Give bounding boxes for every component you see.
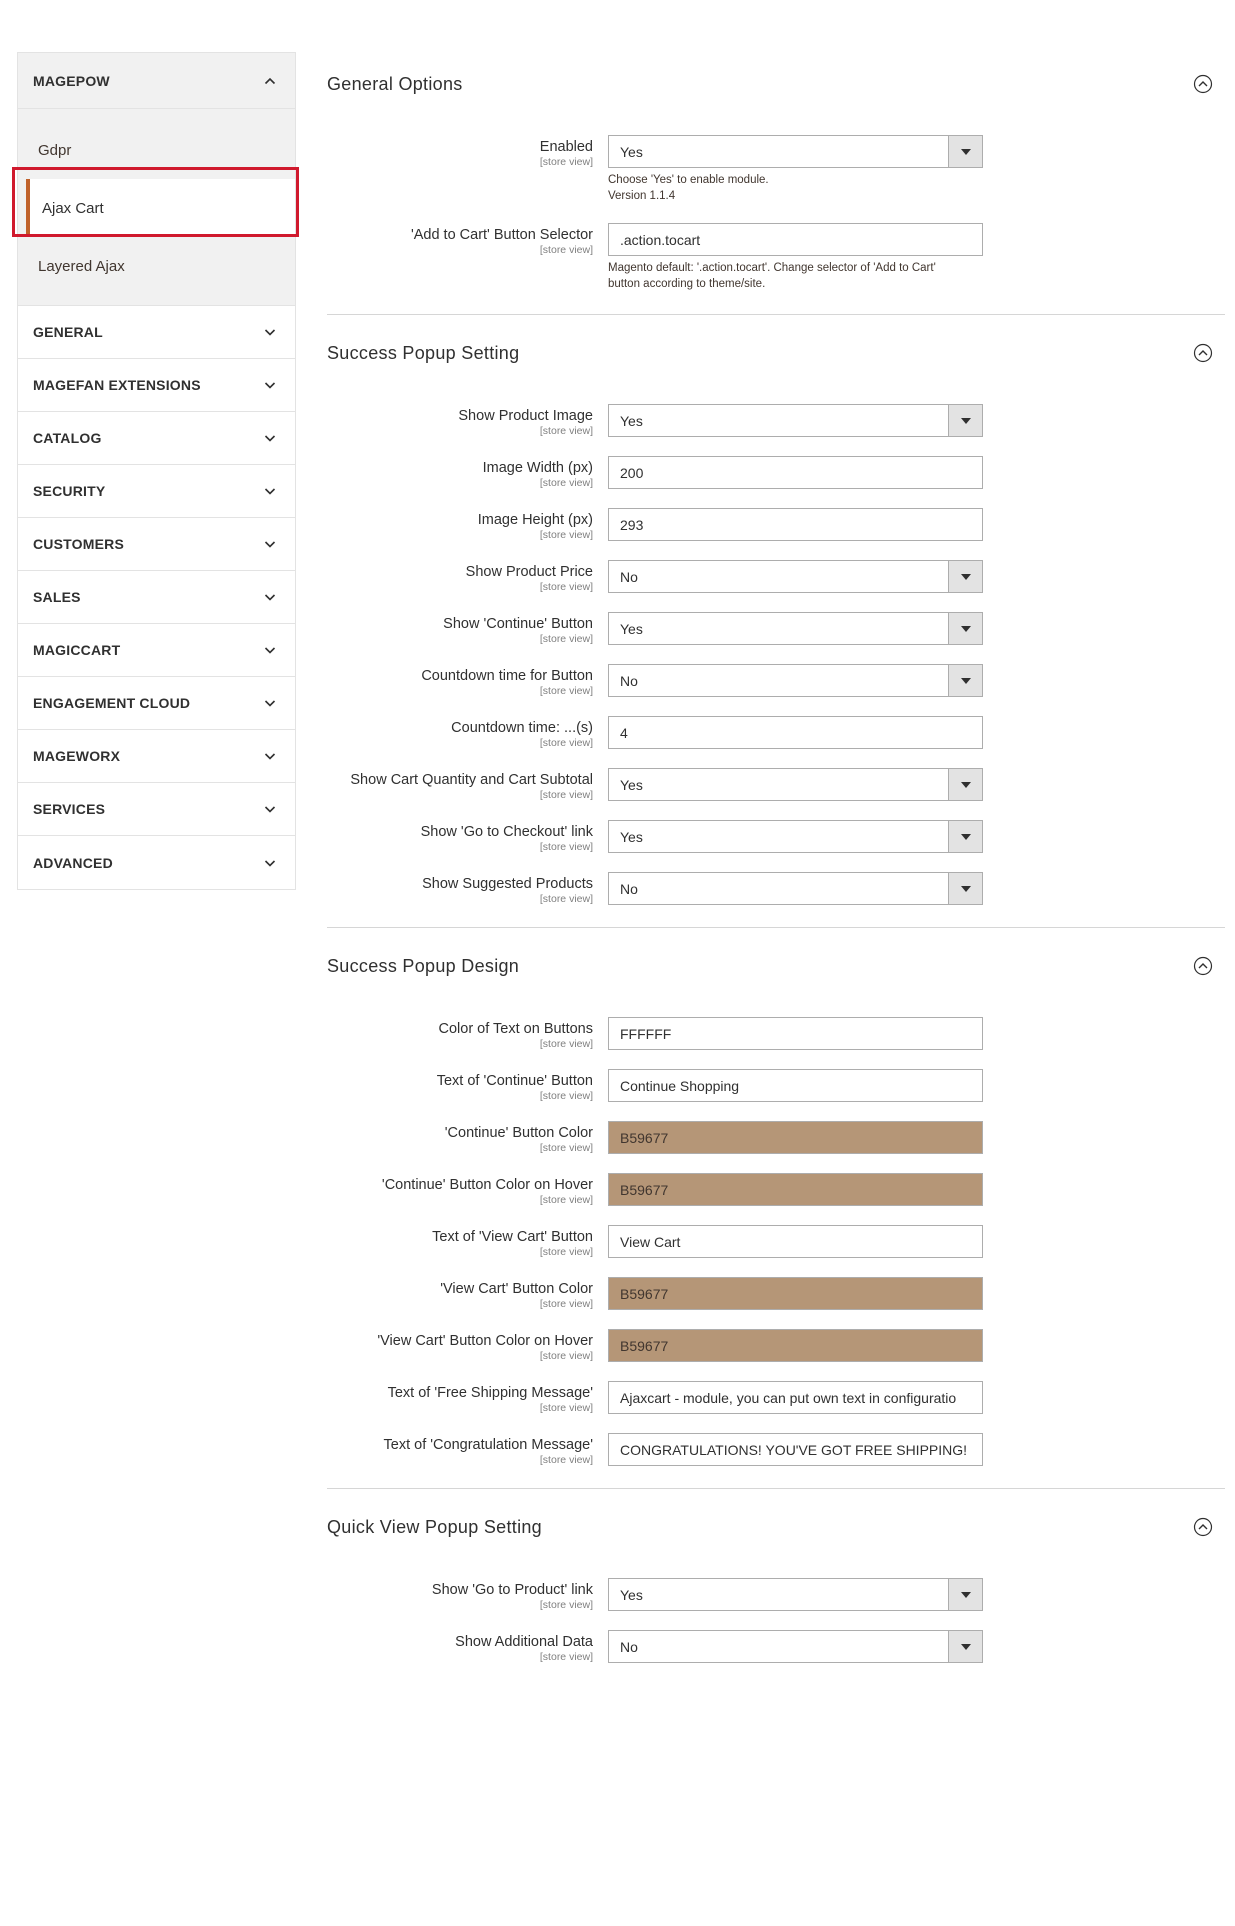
field-control xyxy=(608,716,983,749)
view-cart-hover-color-input[interactable]: B59677 xyxy=(608,1329,983,1362)
sidebar-group-label: SECURITY xyxy=(33,483,106,499)
dropdown-arrow-icon[interactable] xyxy=(948,613,982,644)
field-label-text: Text of 'Free Shipping Message' xyxy=(387,1385,593,1401)
scope-label: [store view] xyxy=(539,1350,593,1362)
continue-hover-color-input[interactable]: B59677 xyxy=(608,1173,983,1206)
section-header[interactable] xyxy=(327,1495,1225,1559)
field-label-text: 'View Cart' Button Color on Hover xyxy=(377,1333,593,1349)
sidebar-group-label: MAGEFAN EXTENSIONS xyxy=(33,377,201,393)
show-product-image-select[interactable] xyxy=(608,404,983,437)
dropdown-arrow-icon[interactable] xyxy=(948,873,982,904)
field-label xyxy=(327,1433,608,1466)
field-label-text: Image Width (px) xyxy=(482,460,593,476)
select-value: Yes xyxy=(620,1586,643,1603)
scope-label: [store view] xyxy=(539,581,593,593)
chevron-down-icon xyxy=(264,750,276,762)
field-label xyxy=(327,560,608,593)
field-label-text: Text of 'Continue' Button xyxy=(436,1073,593,1089)
select-value: No xyxy=(620,1638,638,1655)
chevron-down-icon xyxy=(264,857,276,869)
field-row-continue-color xyxy=(327,1121,1225,1154)
scope-label: [store view] xyxy=(539,1298,593,1310)
field-row-view-cart-text xyxy=(327,1225,1225,1258)
field-label xyxy=(327,223,608,256)
field-note xyxy=(608,260,983,292)
scope-label: [store view] xyxy=(539,737,593,749)
field-control xyxy=(608,223,983,292)
scope-label: [store view] xyxy=(539,1142,593,1154)
field-label-text: Text of 'View Cart' Button xyxy=(432,1229,593,1245)
chevron-down-icon xyxy=(264,697,276,709)
field-label-text: Countdown time: ...(s) xyxy=(451,720,593,736)
field-row-image-width xyxy=(327,456,1225,489)
field-label-text: Show Cart Quantity and Cart Subtotal xyxy=(350,772,593,788)
sidebar-group-magiccart[interactable] xyxy=(18,624,295,677)
field-control xyxy=(608,135,983,204)
field-label xyxy=(327,1017,608,1050)
field-control xyxy=(608,1433,983,1466)
scope-label: [store view] xyxy=(539,529,593,541)
sidebar-group-label: MAGICCART xyxy=(33,642,121,658)
config-sidebar xyxy=(17,52,296,890)
sidebar-item-layered-ajax[interactable] xyxy=(18,237,295,295)
section-success-popup-setting xyxy=(327,315,1225,928)
field-control xyxy=(608,1017,983,1050)
field-label-text: Show Additional Data xyxy=(455,1634,593,1650)
dropdown-arrow-icon[interactable] xyxy=(948,405,982,436)
chevron-down-icon xyxy=(264,379,276,391)
field-row-show-continue-button xyxy=(327,612,1225,645)
field-control xyxy=(608,664,983,697)
section-header[interactable] xyxy=(327,321,1225,385)
scope-label: [store view] xyxy=(539,425,593,437)
collapse-up-icon[interactable] xyxy=(1193,74,1213,94)
scope-label: [store view] xyxy=(539,1194,593,1206)
field-control xyxy=(608,404,983,437)
sidebar-item-label: Ajax Cart xyxy=(42,199,104,217)
field-control xyxy=(608,768,983,801)
image-height-input[interactable]: 293 xyxy=(608,508,983,541)
field-control xyxy=(608,1329,983,1362)
magepow-sub-list xyxy=(18,109,295,306)
field-label-text: 'Continue' Button Color xyxy=(444,1125,593,1141)
field-row-show-product-image xyxy=(327,404,1225,437)
chevron-down-icon xyxy=(264,538,276,550)
field-label xyxy=(327,456,608,489)
sidebar-group-security[interactable] xyxy=(18,465,295,518)
sidebar-group-label: SERVICES xyxy=(33,801,106,817)
select-value: Yes xyxy=(620,828,643,845)
select-value: No xyxy=(620,672,638,689)
show-checkout-link-select[interactable] xyxy=(608,820,983,853)
config-main xyxy=(327,52,1225,1685)
select-value: Yes xyxy=(620,412,643,429)
field-label-text: Show Product Price xyxy=(465,564,593,580)
field-label xyxy=(327,768,608,801)
sidebar-group-customers[interactable] xyxy=(18,518,295,571)
scope-label: [store view] xyxy=(539,156,593,168)
field-row-congratulation-message xyxy=(327,1433,1225,1466)
field-note xyxy=(608,172,983,204)
field-label-text: Show 'Go to Product' link xyxy=(431,1582,593,1598)
field-label-text: Countdown time for Button xyxy=(421,668,593,684)
field-label xyxy=(327,664,608,697)
field-label xyxy=(327,135,608,168)
collapse-up-icon[interactable] xyxy=(1193,343,1213,363)
field-note-line: Magento default: '.action.tocart'. Change selector of 'Add to Cart' xyxy=(608,262,936,274)
sidebar-group-engagement-cloud[interactable] xyxy=(18,677,295,730)
section-title: Success Popup Design xyxy=(327,955,520,976)
additional-data-select[interactable] xyxy=(608,1630,983,1663)
field-control xyxy=(608,1173,983,1206)
chevron-down-icon xyxy=(264,591,276,603)
field-label xyxy=(327,1121,608,1154)
field-row-enabled xyxy=(327,135,1225,204)
field-label xyxy=(327,612,608,645)
congratulation-message-input[interactable]: CONGRATULATIONS! YOU'VE GOT FREE SHIPPING! xyxy=(608,1433,983,1466)
scope-label: [store view] xyxy=(539,633,593,645)
field-control xyxy=(608,560,983,593)
field-control xyxy=(608,872,983,905)
field-label xyxy=(327,508,608,541)
sidebar-group-magefan-extensions[interactable] xyxy=(18,359,295,412)
go-to-product-select[interactable] xyxy=(608,1578,983,1611)
chevron-down-icon xyxy=(264,485,276,497)
section-header[interactable] xyxy=(327,934,1225,998)
sidebar-group-sales[interactable] xyxy=(18,571,295,624)
field-label xyxy=(327,1225,608,1258)
scope-label: [store view] xyxy=(539,685,593,697)
field-label-text: Show 'Continue' Button xyxy=(443,616,593,632)
chevron-down-icon xyxy=(264,432,276,444)
continue-color-input[interactable]: B59677 xyxy=(608,1121,983,1154)
sidebar-item-ajax-cart[interactable] xyxy=(26,179,295,237)
text-color-input[interactable]: FFFFFF xyxy=(608,1017,983,1050)
field-label-text: 'Continue' Button Color on Hover xyxy=(381,1177,593,1193)
sidebar-group-label: SALES xyxy=(33,589,81,605)
field-control xyxy=(608,1121,983,1154)
field-row-view-cart-color xyxy=(327,1277,1225,1310)
field-label xyxy=(327,1630,608,1663)
scope-label: [store view] xyxy=(539,1599,593,1611)
field-label xyxy=(327,1069,608,1102)
scope-label: [store view] xyxy=(539,1454,593,1466)
field-label xyxy=(327,404,608,437)
field-row-show-product-price xyxy=(327,560,1225,593)
chevron-down-icon xyxy=(264,644,276,656)
scope-label: [store view] xyxy=(539,477,593,489)
collapse-up-icon[interactable] xyxy=(1193,956,1213,976)
field-row-show-checkout-link xyxy=(327,820,1225,853)
dropdown-arrow-icon[interactable] xyxy=(948,665,982,696)
field-label xyxy=(327,1277,608,1310)
sidebar-group-label: ENGAGEMENT CLOUD xyxy=(33,695,191,711)
dropdown-arrow-icon[interactable] xyxy=(948,1579,982,1610)
sidebar-group-label: MAGEPOW xyxy=(33,72,110,89)
field-row-image-height xyxy=(327,508,1225,541)
field-control xyxy=(608,1630,983,1663)
scope-label: [store view] xyxy=(539,244,593,256)
sidebar-item-label: Layered Ajax xyxy=(38,257,125,275)
dropdown-arrow-icon[interactable] xyxy=(948,561,982,592)
select-value: Yes xyxy=(620,776,643,793)
field-label-text: Show Suggested Products xyxy=(422,876,593,892)
scope-label: [store view] xyxy=(539,1651,593,1663)
field-control xyxy=(608,1225,983,1258)
field-label xyxy=(327,1173,608,1206)
sidebar-item-gdpr[interactable] xyxy=(18,121,295,179)
sidebar-group-label: ADVANCED xyxy=(33,854,113,871)
sidebar-group-services[interactable] xyxy=(18,783,295,836)
section-general-options xyxy=(327,52,1225,315)
countdown-for-button-select[interactable] xyxy=(608,664,983,697)
scope-label: [store view] xyxy=(539,789,593,801)
chevron-down-icon xyxy=(264,326,276,338)
field-control xyxy=(608,456,983,489)
field-label-text: Show Product Image xyxy=(458,408,593,424)
select-value: Yes xyxy=(620,143,643,160)
sidebar-group-magepow[interactable] xyxy=(18,53,295,109)
sidebar-group-mageworx[interactable] xyxy=(18,730,295,783)
field-row-view-cart-hover-color xyxy=(327,1329,1225,1362)
field-row-free-shipping-message xyxy=(327,1381,1225,1414)
scope-label: [store view] xyxy=(539,841,593,853)
dropdown-arrow-icon[interactable] xyxy=(948,821,982,852)
field-label xyxy=(327,1329,608,1362)
sidebar-group-label: MAGEWORX xyxy=(33,748,121,764)
section-quick-view-popup-setting xyxy=(327,1489,1225,1685)
section-title: General Options xyxy=(327,73,463,94)
field-row-go-to-product xyxy=(327,1578,1225,1611)
dropdown-arrow-icon[interactable] xyxy=(948,1631,982,1662)
scope-label: [store view] xyxy=(539,1090,593,1102)
field-label xyxy=(327,820,608,853)
field-label xyxy=(327,872,608,905)
section-header[interactable] xyxy=(327,52,1225,116)
collapse-up-icon[interactable] xyxy=(1193,1517,1213,1537)
sidebar-group-label: CUSTOMERS xyxy=(33,536,124,552)
image-width-input[interactable]: 200 xyxy=(608,456,983,489)
show-suggested-products-select[interactable] xyxy=(608,872,983,905)
chevron-up-icon xyxy=(264,75,276,87)
field-label-text: 'View Cart' Button Color xyxy=(440,1281,593,1297)
field-control xyxy=(608,508,983,541)
field-row-text-color xyxy=(327,1017,1225,1050)
show-cart-quantity-select[interactable] xyxy=(608,768,983,801)
field-label-text: Show 'Go to Checkout' link xyxy=(420,824,593,840)
field-control xyxy=(608,1578,983,1611)
field-label-text: Color of Text on Buttons xyxy=(438,1021,593,1037)
scope-label: [store view] xyxy=(539,1246,593,1258)
sidebar-group-advanced[interactable] xyxy=(18,836,295,889)
field-control xyxy=(608,820,983,853)
select-value: No xyxy=(620,880,638,897)
show-continue-button-select[interactable] xyxy=(608,612,983,645)
field-control xyxy=(608,1069,983,1102)
field-label-text: 'Add to Cart' Button Selector xyxy=(410,227,593,243)
select-value: No xyxy=(620,568,638,585)
dropdown-arrow-icon[interactable] xyxy=(948,769,982,800)
section-title: Success Popup Setting xyxy=(327,342,520,363)
field-label-text: Enabled xyxy=(539,139,593,155)
field-label xyxy=(327,716,608,749)
button-selector-input[interactable]: .action.tocart xyxy=(608,223,983,256)
field-control xyxy=(608,1381,983,1414)
field-row-selector xyxy=(327,223,1225,292)
field-note-version: Version 1.1.4 xyxy=(608,190,676,202)
field-note-line: Choose 'Yes' to enable module. xyxy=(608,174,769,186)
field-row-continue-text xyxy=(327,1069,1225,1102)
field-row-countdown-time xyxy=(327,716,1225,749)
countdown-time-input[interactable]: 4 xyxy=(608,716,983,749)
field-row-show-suggested-products xyxy=(327,872,1225,905)
field-note-line: button according to theme/site. xyxy=(608,278,766,290)
chevron-down-icon xyxy=(264,803,276,815)
select-value: Yes xyxy=(620,620,643,637)
sidebar-group-label: CATALOG xyxy=(33,430,102,446)
field-control xyxy=(608,1277,983,1310)
field-label xyxy=(327,1578,608,1611)
field-control xyxy=(608,612,983,645)
field-row-continue-hover-color xyxy=(327,1173,1225,1206)
sidebar-group-label: GENERAL xyxy=(33,324,103,340)
scope-label: [store view] xyxy=(539,1402,593,1414)
field-row-additional-data xyxy=(327,1630,1225,1663)
dropdown-arrow-icon[interactable] xyxy=(948,136,982,167)
view-cart-color-input[interactable]: B59677 xyxy=(608,1277,983,1310)
sidebar-group-catalog[interactable] xyxy=(18,412,295,465)
show-product-price-select[interactable] xyxy=(608,560,983,593)
section-title: Quick View Popup Setting xyxy=(327,1516,542,1537)
continue-text-input[interactable]: Continue Shopping xyxy=(608,1069,983,1102)
field-label xyxy=(327,1381,608,1414)
section-success-popup-design xyxy=(327,928,1225,1489)
field-label-text: Text of 'Congratulation Message' xyxy=(383,1437,593,1453)
free-shipping-message-input[interactable]: Ajaxcart - module, you can put own text in configuratio xyxy=(608,1381,983,1414)
field-row-show-cart-quantity xyxy=(327,768,1225,801)
sidebar-item-label: Gdpr xyxy=(38,141,72,159)
scope-label: [store view] xyxy=(539,893,593,905)
field-row-countdown-for-button xyxy=(327,664,1225,697)
scope-label: [store view] xyxy=(539,1038,593,1050)
sidebar-group-general[interactable] xyxy=(18,306,295,359)
view-cart-text-input[interactable]: View Cart xyxy=(608,1225,983,1258)
field-label-text: Image Height (px) xyxy=(477,512,593,528)
enabled-select[interactable] xyxy=(608,135,983,168)
